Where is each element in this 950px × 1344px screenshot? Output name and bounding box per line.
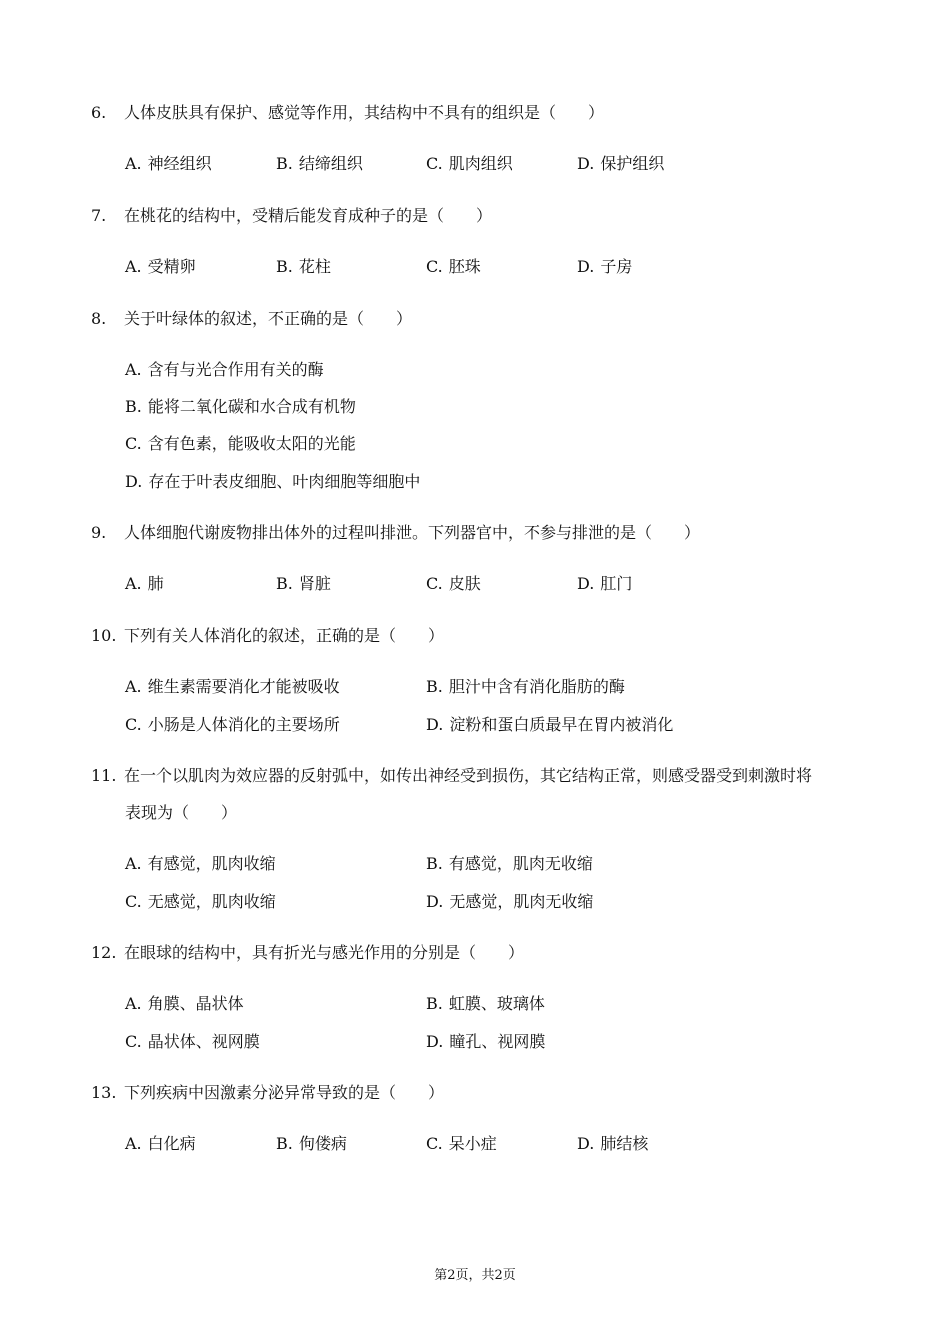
- question-text: 人体皮肤具有保护、感觉等作用，其结构中不具有的组织是（ ）: [124, 103, 605, 122]
- question-text: 在眼球的结构中，具有折光与感光作用的分别是（ ）: [124, 943, 525, 962]
- question-text: 在桃花的结构中，受精后能发育成种子的是（ ）: [124, 206, 493, 225]
- option-b[interactable]: B. 虹膜、玻璃体: [426, 994, 545, 1013]
- question-stem: [91, 943, 524, 963]
- question-text-continued: 表现为（ ）: [125, 803, 238, 822]
- option-d[interactable]: D. 存在于叶表皮细胞、叶肉细胞等细胞中: [125, 472, 421, 491]
- option-d[interactable]: D. 保护组织: [577, 154, 665, 173]
- option-a[interactable]: A. 角膜、晶状体: [125, 994, 244, 1013]
- option-c[interactable]: C. 呆小症: [426, 1134, 497, 1153]
- option-c[interactable]: C. 皮肤: [426, 574, 481, 593]
- option-a[interactable]: A. 受精卵: [125, 257, 196, 276]
- option-d[interactable]: D. 子房: [577, 257, 633, 276]
- question-number: 13.: [91, 1083, 117, 1102]
- option-b[interactable]: B. 结缔组织: [276, 154, 363, 173]
- question-stem: [91, 309, 412, 329]
- option-c[interactable]: C. 胚珠: [426, 257, 481, 276]
- option-c[interactable]: C. 肌肉组织: [426, 154, 513, 173]
- question-text: 关于叶绿体的叙述，不正确的是（ ）: [124, 309, 413, 328]
- question-number: 11.: [91, 766, 117, 785]
- question-number: 9.: [91, 523, 107, 542]
- option-a[interactable]: A. 有感觉，肌肉收缩: [125, 854, 276, 873]
- question-number: 12.: [91, 943, 117, 962]
- option-c[interactable]: C. 晶状体、视网膜: [125, 1032, 260, 1051]
- option-c[interactable]: C. 含有色素，能吸收太阳的光能: [125, 434, 356, 453]
- page-footer: 第2页，共2页: [434, 1268, 516, 1283]
- question-number: 7.: [91, 206, 107, 225]
- option-b[interactable]: B. 肾脏: [276, 574, 331, 593]
- option-a[interactable]: A. 含有与光合作用有关的酶: [125, 360, 324, 379]
- option-d[interactable]: D. 肺结核: [577, 1134, 649, 1153]
- question-stem: [91, 1083, 444, 1103]
- option-d[interactable]: D. 无感觉，肌肉无收缩: [426, 892, 594, 911]
- option-a[interactable]: A. 神经组织: [125, 154, 212, 173]
- question-text: 人体细胞代谢废物排出体外的过程叫排泄。下列器官中，不参与排泄的是（ ）: [124, 523, 701, 542]
- question-text: 下列疾病中因激素分泌异常导致的是（ ）: [124, 1083, 445, 1102]
- option-a[interactable]: A. 维生素需要消化才能被吸收: [125, 677, 340, 696]
- question-number: 8.: [91, 309, 107, 328]
- question-stem: [91, 103, 604, 123]
- option-c[interactable]: C. 小肠是人体消化的主要场所: [125, 715, 340, 734]
- option-c[interactable]: C. 无感觉，肌肉收缩: [125, 892, 276, 911]
- option-b[interactable]: B. 胆汁中含有消化脂肪的酶: [426, 677, 625, 696]
- option-b[interactable]: B. 佝偻病: [276, 1134, 347, 1153]
- question-stem: [91, 206, 492, 226]
- option-d[interactable]: D. 肛门: [577, 574, 633, 593]
- option-d[interactable]: D. 淀粉和蛋白质最早在胃内被消化: [426, 715, 674, 734]
- question-stem: [91, 626, 444, 646]
- question-text: 下列有关人体消化的叙述，正确的是（ ）: [124, 626, 445, 645]
- option-a[interactable]: A. 肺: [125, 574, 164, 593]
- question-text: 在一个以肌肉为效应器的反射弧中，如传出神经受到损伤，其它结构正常，则感受器受到刺激时将: [124, 766, 813, 785]
- option-a[interactable]: A. 白化病: [125, 1134, 196, 1153]
- option-b[interactable]: B. 有感觉，肌肉无收缩: [426, 854, 593, 873]
- question-stem: [91, 766, 812, 786]
- question-number: 10.: [91, 626, 117, 645]
- option-b[interactable]: B. 能将二氧化碳和水合成有机物: [125, 397, 356, 416]
- question-stem: [91, 523, 700, 543]
- option-d[interactable]: D. 瞳孔、视网膜: [426, 1032, 546, 1051]
- option-b[interactable]: B. 花柱: [276, 257, 331, 276]
- question-number: 6.: [91, 103, 107, 122]
